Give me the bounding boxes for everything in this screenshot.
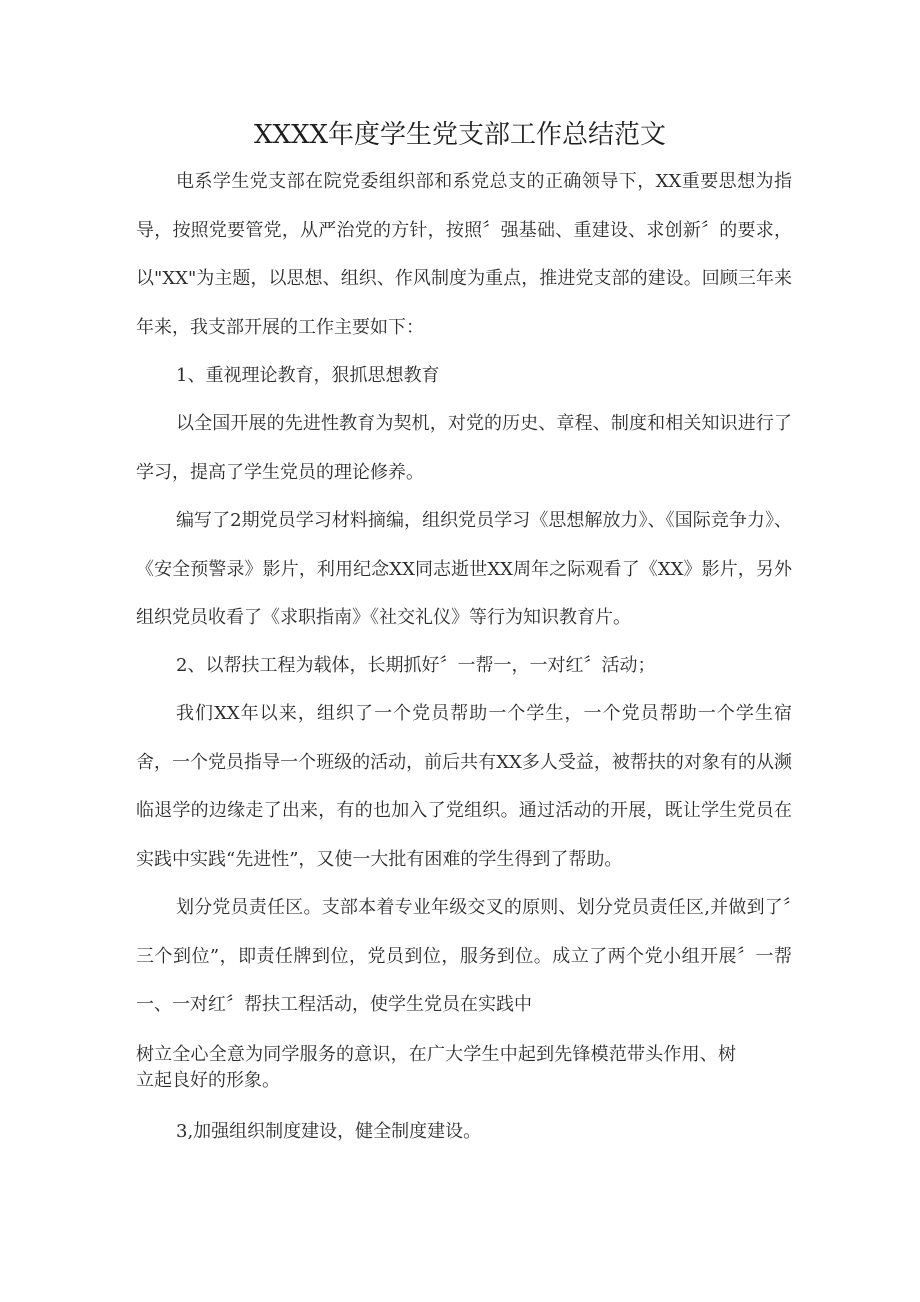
paragraph-theory-education: 以全国开展的先进性教育为契机，对党的历史、章程、制度和相关知识进行了学习，提高了学生党员的理论修养。 [136, 413, 792, 483]
paragraph-intro: 电系学生党支部在院党委组织部和系党总支的正确领导下，XX重要思想为指导，按照党要管党，从严治党的方针，按照〞强基础、重建设、求创新〞的要求，以"XX"为主题，以思想、组织、作风制度为重点，推进党支部的建设。回顾三年来年来，我支部开展的工作主要如下： [136, 171, 792, 338]
section-heading-2: 2、以帮扶工程为载体，长期抓好〞一帮一，一对红〞活动； [176, 655, 656, 676]
section-heading-1: 1、重视理论教育，狠抓思想教育 [176, 365, 440, 386]
section-heading-3: 3,加强组织制度建设，健全制度建设。 [176, 1121, 482, 1142]
paragraph-service-awareness: 树立全心全意为同学服务的意识，在广大学生中起到先锋模范带头作用、树立起良好的形象。 [136, 1044, 736, 1091]
paragraph-study-materials: 编写了2期党员学习材料摘编，组织党员学习《思想解放力》、《国际竞争力》、《安全预警录》影片，利用纪念XX同志逝世XX周年之际观看了《XX》影片，另外组织党员收看了《求职指南》《社交礼仪》等行为知识教育片。 [136, 510, 792, 628]
paragraph-responsibility-zones: 划分党员责任区。支部本着专业年级交叉的原则、划分党员责任区,并做到了〞三个到位”，即责任牌到位，党员到位，服务到位。成立了两个党小组开展〞一帮一、一对红〞帮扶工程活动，使学生党员在实践中 [136, 897, 792, 1015]
paragraph-mentoring: 我们XX年以来，组织了一个党员帮助一个学生，一个党员帮助一个学生宿舍，一个党员指导一个班级的活动，前后共有XX多人受益，被帮扶的对象有的从濒临退学的边缘走了出来，有的也加入了党组织。通过活动的开展，既让学生党员在实践中实践“先进性”，又使一大批有困难的学生得到了帮助。 [136, 703, 792, 870]
document-title: XXXX年度学生党支部工作总结范文 [253, 120, 667, 150]
